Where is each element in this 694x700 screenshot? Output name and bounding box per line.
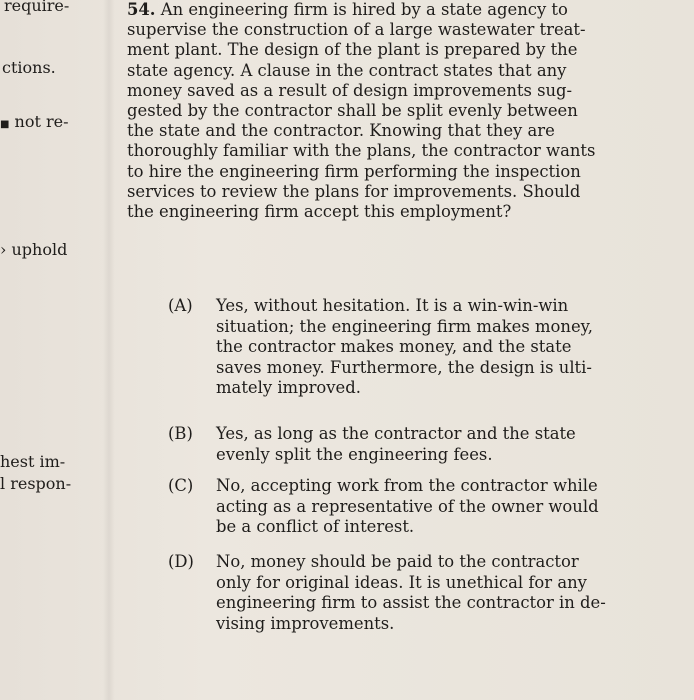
margin-fragment-text: uphold (11, 240, 68, 259)
question-line: to hire the engineering firm performing the inspection (127, 161, 581, 181)
option-letter: (B) (168, 424, 193, 443)
option-line: Yes, as long as the contractor and the state (216, 424, 576, 443)
option-line: be a conflict of interest. (216, 517, 415, 537)
option-line: the contractor makes money, and the state (216, 337, 572, 357)
margin-fragment-text: not re- (14, 112, 69, 131)
question-line: the engineering firm accept this employment? (127, 201, 512, 221)
question-line (127, 0, 639, 20)
option-line: No, accepting work from the contractor while (216, 476, 598, 495)
question-line: money saved as a result of design improvements sug- (127, 80, 573, 100)
margin-fragment: require- (4, 0, 70, 15)
question-line: ment plant. The design of the plant is prepared by the (127, 40, 578, 60)
margin-fragment: l respon- (0, 474, 72, 493)
option-letter: (C) (168, 476, 194, 495)
question-line: supervise the construction of a large wastewater treat- (127, 20, 586, 40)
option-text (216, 552, 606, 634)
question-number: 54. (127, 0, 156, 19)
option-line: only for original ideas. It is unethical for any (216, 572, 587, 592)
option-line: acting as a representative of the owner would (216, 496, 599, 516)
option-line: evenly split the engineering fees. (216, 444, 493, 464)
option-text (216, 296, 593, 399)
margin-fragment-text: respon- (10, 474, 72, 493)
page-gutter-shadow (103, 0, 115, 700)
margin-fragment: › uphold (0, 240, 68, 259)
option-line: engineering firm to assist the contractor in de- (216, 593, 606, 613)
option-line: No, money should be paid to the contractor (216, 552, 579, 571)
question-stem (127, 0, 639, 222)
margin-fragment: ctions. (2, 58, 56, 77)
option-line: vising improvements. (216, 613, 395, 633)
question-line: the state and the contractor. Knowing that they are (127, 121, 555, 141)
option-letter: (A) (168, 296, 193, 315)
question-line: thoroughly familiar with the plans, the contractor wants (127, 141, 596, 161)
margin-fragment: hest im- (0, 452, 66, 471)
option-letter: (D) (168, 552, 194, 571)
option-line: situation; the engineering firm makes money, (216, 316, 593, 336)
option-line: saves money. Furthermore, the design is ulti- (216, 357, 592, 377)
option-text (216, 476, 599, 538)
option-line: Yes, without hesitation. It is a win-win-win (216, 296, 569, 315)
option-text (216, 424, 576, 465)
option-line: mately improved. (216, 378, 361, 398)
question-line-text: An engineering firm is hired by a state agency to (160, 0, 568, 19)
question-line: services to review the plans for improvements. Should (127, 181, 581, 201)
question-line: state agency. A clause in the contract states that any (127, 60, 567, 80)
margin-fragment: ■ not re- (0, 112, 69, 131)
question-line: gested by the contractor shall be split evenly between (127, 100, 578, 120)
